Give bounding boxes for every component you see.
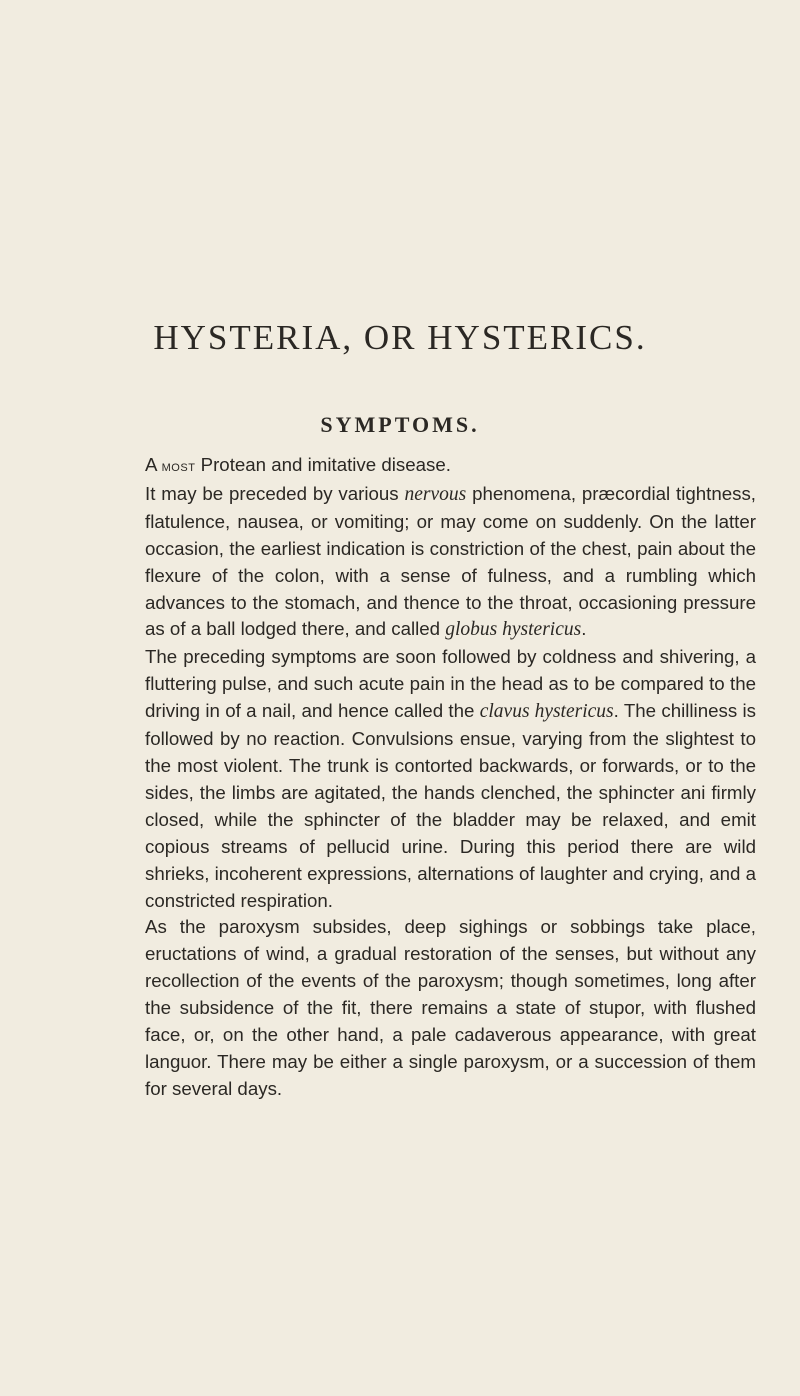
body-text (145, 452, 756, 1103)
paragraph-2-text-b: phenomena, præcordial tightness, flatulence, nausea, or vomiting; or may come on suddenly. On the latter occasion, the earliest indication is constriction of the chest, pain about the flexure of the colon, with a sense of fulness, and a rumbling which advances to the stomach, and thence to the throat, occasioning pressure as of a ball lodged there, and called (145, 482, 757, 640)
section-heading: SYMPTOMS. (320, 412, 480, 437)
paragraph-3 (145, 644, 756, 914)
paragraph-3-text-b: . The chilliness is followed by no reaction. Convulsions ensue, varying from the slightest to the most violent. The trunk is contorted backwards, or forwards, or to the sides, the limbs are agitated, the hands clenched, the sphincter ani firmly closed, while the sphincter of the bladder may be relaxed, and emit copious streams of pellucid urine. During this period there are wild shrieks, incoherent expressions, alternations of laughter and crying, and a constricted respiration. (145, 700, 756, 911)
lead-word: A (145, 454, 157, 475)
lead-smallcaps: most (161, 458, 196, 475)
paragraph-1-text: Protean and imitative disease. (195, 454, 451, 475)
paragraph-2 (145, 481, 756, 644)
term-globus-hystericus: globus hystericus (445, 619, 582, 641)
term-nervous: nervous (404, 483, 467, 505)
paragraph-4 (145, 914, 756, 1102)
paragraph-3-text-a: The preceding symptoms are soon followed by coldness and shivering, a fluttering pulse, and such acute pain in the head as to be compared to the driving in of a nail, and hence called the (145, 646, 756, 722)
paragraph-1 (145, 452, 756, 481)
paragraph-4-text: As the paroxysm subsides, deep sighings or sobbings take place, eructations of wind, a gradual restoration of the senses, but without any recollection of the events of the paroxysm; though sometimes, long after the subsidence of the fit, there remains a state of stupor, with flushed face, or, on the other hand, a pale cadaverous appearance, with great languor. There may be either a single paroxysm, or a succession of them for several days. (145, 916, 756, 1099)
term-clavus-hystericus: clavus hystericus (479, 701, 614, 723)
paragraph-2-text-c: . (581, 618, 587, 640)
paragraph-2-text-a: It may be preceded by various (145, 482, 405, 504)
page-title: HYSTERIA, OR HYSTERICS. (153, 318, 647, 357)
